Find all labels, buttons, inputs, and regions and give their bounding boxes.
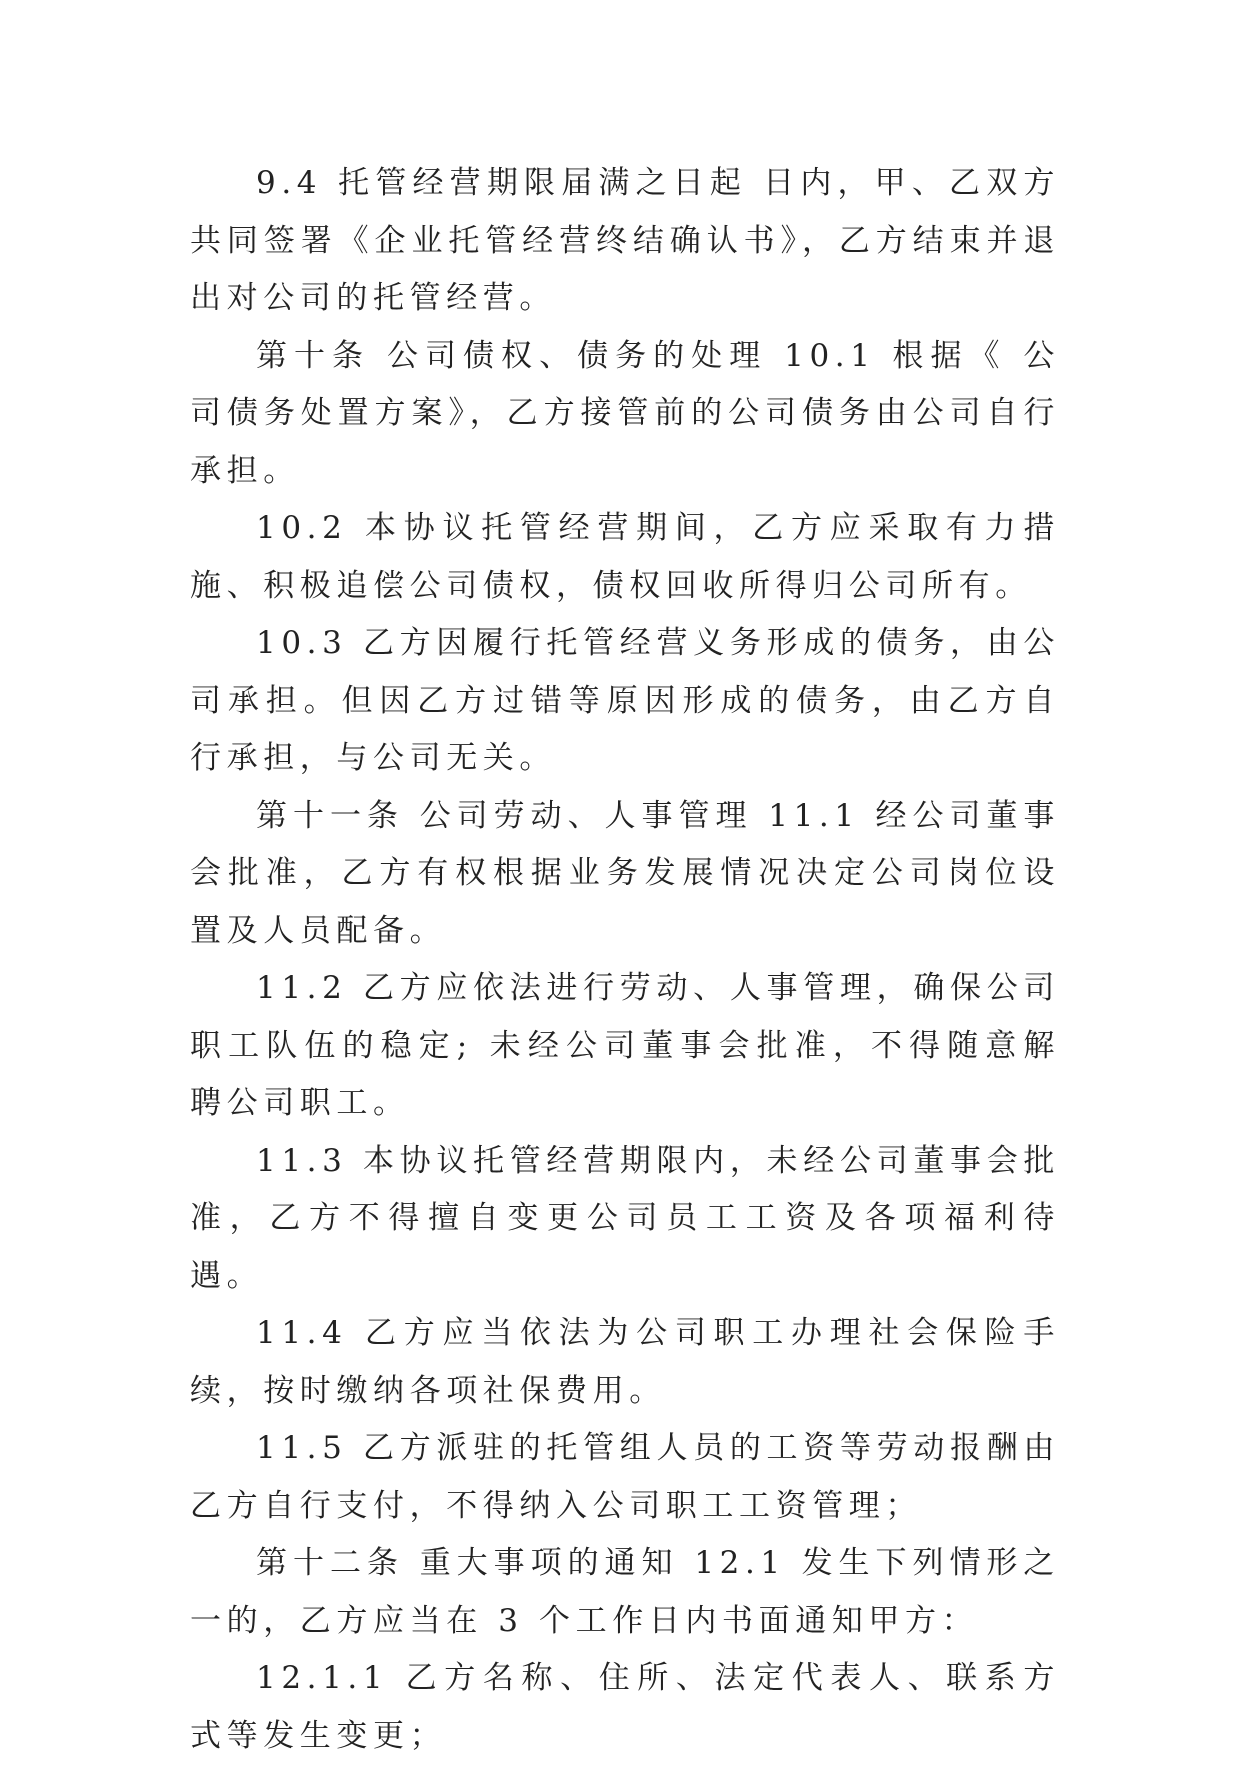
paragraph-11-3: 11.3 本协议托管经营期限内，未经公司董事会批准，乙方不得擅自变更公司员工工资及各项福利待遇。: [190, 1142, 1060, 1294]
paragraph-11-4: 11.4 乙方应当依法为公司职工办理社会保险手续，按时缴纳各项社保费用。: [190, 1315, 1060, 1409]
document-body: [190, 155, 1060, 1765]
paragraph-11-2: 11.2 乙方应依法进行劳动、人事管理，确保公司职工队伍的稳定; 未经公司董事会批准，不得随意解聘公司职工。: [190, 970, 1060, 1121]
paragraph-10-2: 10.2 本协议托管经营期间，乙方应采取有力措施、积极追偿公司债权，债权回收所得归公司所有。: [190, 510, 1060, 604]
paragraph-11-5: 11.5 乙方派驻的托管组人员的工资等劳动报酬由乙方自行支付，不得纳入公司职工工资管理；: [190, 1430, 1060, 1524]
paragraph-article-12: 第十二条 重大事项的通知 12.1 发生下列情形之一的，乙方应当在 3 个工作日内书面通知甲方：: [190, 1545, 1060, 1639]
paragraph-9-4: 9.4 托管经营期限届满之日起 日内，甲、乙双方共同签署《企业托管经营终结确认书》，乙方结束并退出对公司的托管经营。: [190, 165, 1060, 316]
paragraph-article-10: 第十条 公司债权、债务的处理 10.1 根据《 公司债务处置方案》，乙方接管前的公司债务由公司自行承担。: [190, 337, 1060, 489]
paragraph-12-1-1: 12.1.1 乙方名称、住所、法定代表人、联系方式等发生变更；: [190, 1660, 1060, 1754]
paragraph-article-11: 第十一条 公司劳动、人事管理 11.1 经公司董事会批准，乙方有权根据业务发展情况决定公司岗位设置及人员配备。: [190, 797, 1060, 949]
paragraph-10-3: 10.3 乙方因履行托管经营义务形成的债务，由公司承担。但因乙方过错等原因形成的债务，由乙方自行承担，与公司无关。: [190, 625, 1060, 776]
